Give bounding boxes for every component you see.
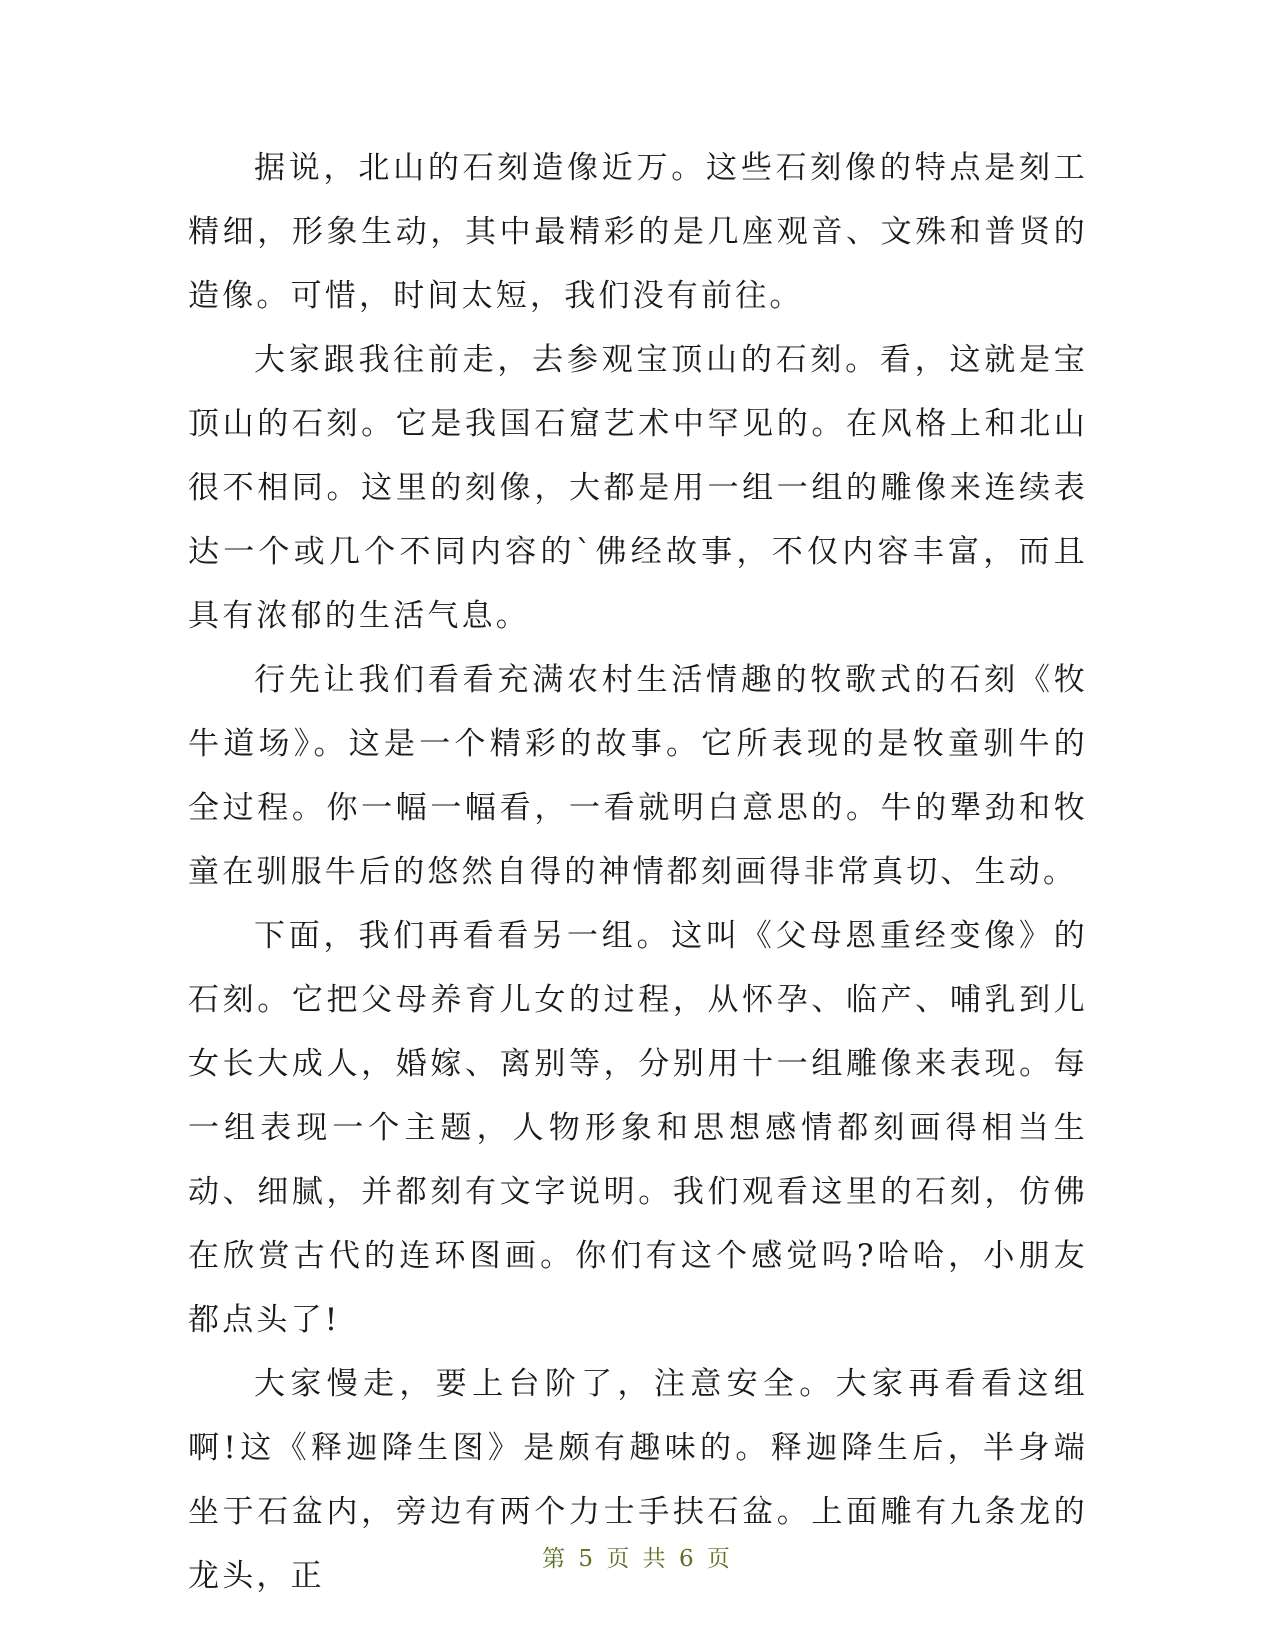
paragraph-1: 据说，北山的石刻造像近万。这些石刻像的特点是刻工精细，形象生动，其中最精彩的是几座观音、文殊和普贤的造像。可惜，时间太短，我们没有前往。 [188,150,1088,314]
paragraph-2: 大家跟我往前走，去参观宝顶山的石刻。看，这就是宝顶山的石刻。它是我国石窟艺术中罕见的。在风格上和北山很不相同。这里的刻像，大都是用一组一组的雕像来连续表达一个或几个不同内容的`佛经故事，不仅内容丰富，而且具有浓郁的生活气息。 [188,342,1088,634]
page-body [188,136,1088,1608]
paragraph-3: 行先让我们看看充满农村生活情趣的牧歌式的石刻《牧牛道场》。这是一个精彩的故事。它所表现的是牧童驯牛的全过程。你一幅一幅看，一看就明白意思的。牛的犟劲和牧童在驯服牛后的悠然自得的神情都刻画得非常真切、生动。 [188,662,1088,890]
page-number-footer: 第 5 页 共 6 页 [542,1546,733,1572]
paragraph-4: 下面，我们再看看另一组。这叫《父母恩重经变像》的石刻。它把父母养育儿女的过程，从怀孕、临产、哺乳到儿女长大成人，婚嫁、离别等，分别用十一组雕像来表现。每一组表现一个主题，人物形象和思想感情都刻画得相当生动、细腻，并都刻有文字说明。我们观看这里的石刻，仿佛在欣赏古代的连环图画。你们有这个感觉吗?哈哈，小朋友都点头了! [188,918,1088,1338]
paragraph-5: 大家慢走，要上台阶了，注意安全。大家再看看这组啊!这《释迦降生图》是颇有趣味的。释迦降生后，半身端坐于石盆内，旁边有两个力士手扶石盆。上面雕有九条龙的龙头，正 [188,1366,1088,1594]
